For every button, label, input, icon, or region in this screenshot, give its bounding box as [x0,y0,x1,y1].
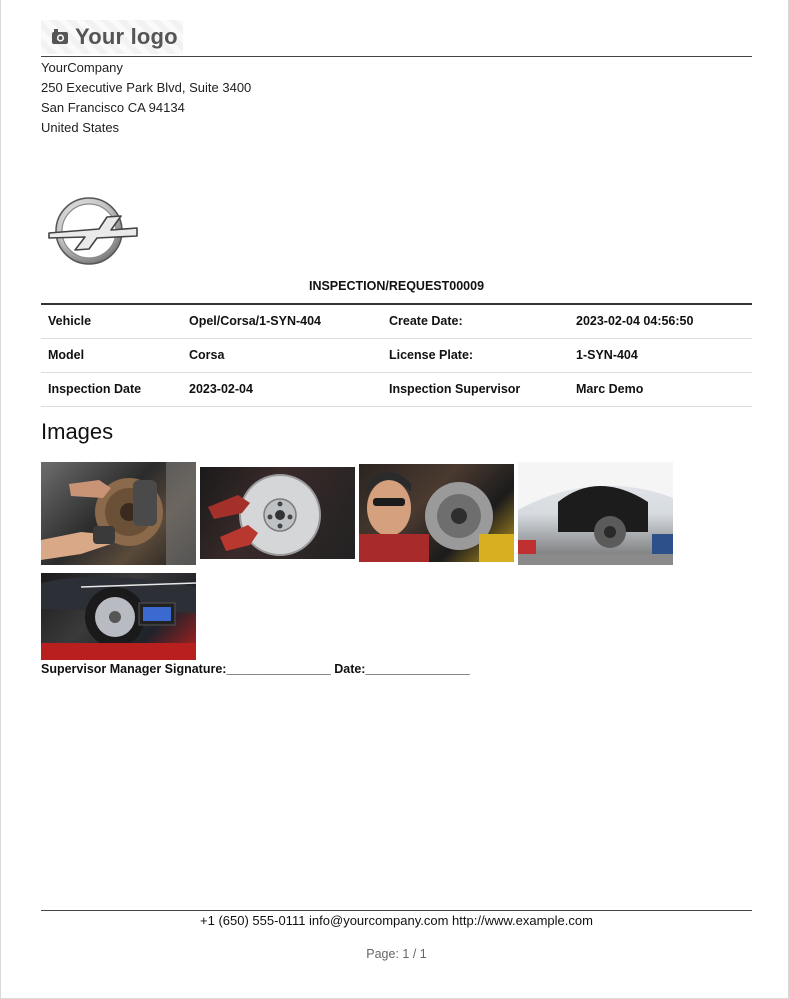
field-value: Corsa [182,338,382,372]
images-heading: Images [41,419,114,444]
inspection-photo-lifted-car [518,462,673,565]
opel-brand-logo [47,194,139,268]
company-name: YourCompany [41,60,123,75]
table-row [41,372,752,406]
field-label: Vehicle [41,304,182,338]
company-address [41,58,251,138]
inspection-photo-wheel-alignment [41,573,196,660]
inspection-photo-brake-disc [200,467,355,559]
field-value: Opel/Corsa/1-SYN-404 [182,304,382,338]
company-logo [41,20,183,54]
camera-icon [51,28,69,46]
field-label: Inspection Supervisor [382,372,569,406]
footer-divider [41,910,752,911]
field-value: 1-SYN-404 [569,338,752,372]
address-country: United States [41,120,120,135]
field-label: Create Date: [382,304,569,338]
address-line-2: San Francisco CA 94134 [41,100,185,115]
field-value: 2023-02-04 04:56:50 [569,304,752,338]
field-label: Model [41,338,182,372]
page-number: Page: 1 / 1 [366,947,427,961]
table-row [41,338,752,372]
field-value: Marc Demo [569,372,752,406]
signature-line: Supervisor Manager Signature:_______________ Date:_______________ [41,662,470,676]
logo-text: Your logo [75,24,178,49]
field-label: Inspection Date [41,372,182,406]
field-label: License Plate: [382,338,569,372]
inspection-photo-mechanic [359,464,514,562]
field-value: 2023-02-04 [182,372,382,406]
inspection-photo-brake-caliper [41,462,196,565]
footer-contact: +1 (650) 555-0111 info@yourcompany.com http://www.example.com [200,913,593,928]
document-title: INSPECTION/REQUEST00009 [308,279,485,293]
inspection-details-table [41,303,752,407]
header-divider [41,56,752,57]
table-row [41,304,752,338]
address-line-1: 250 Executive Park Blvd, Suite 3400 [41,80,252,95]
